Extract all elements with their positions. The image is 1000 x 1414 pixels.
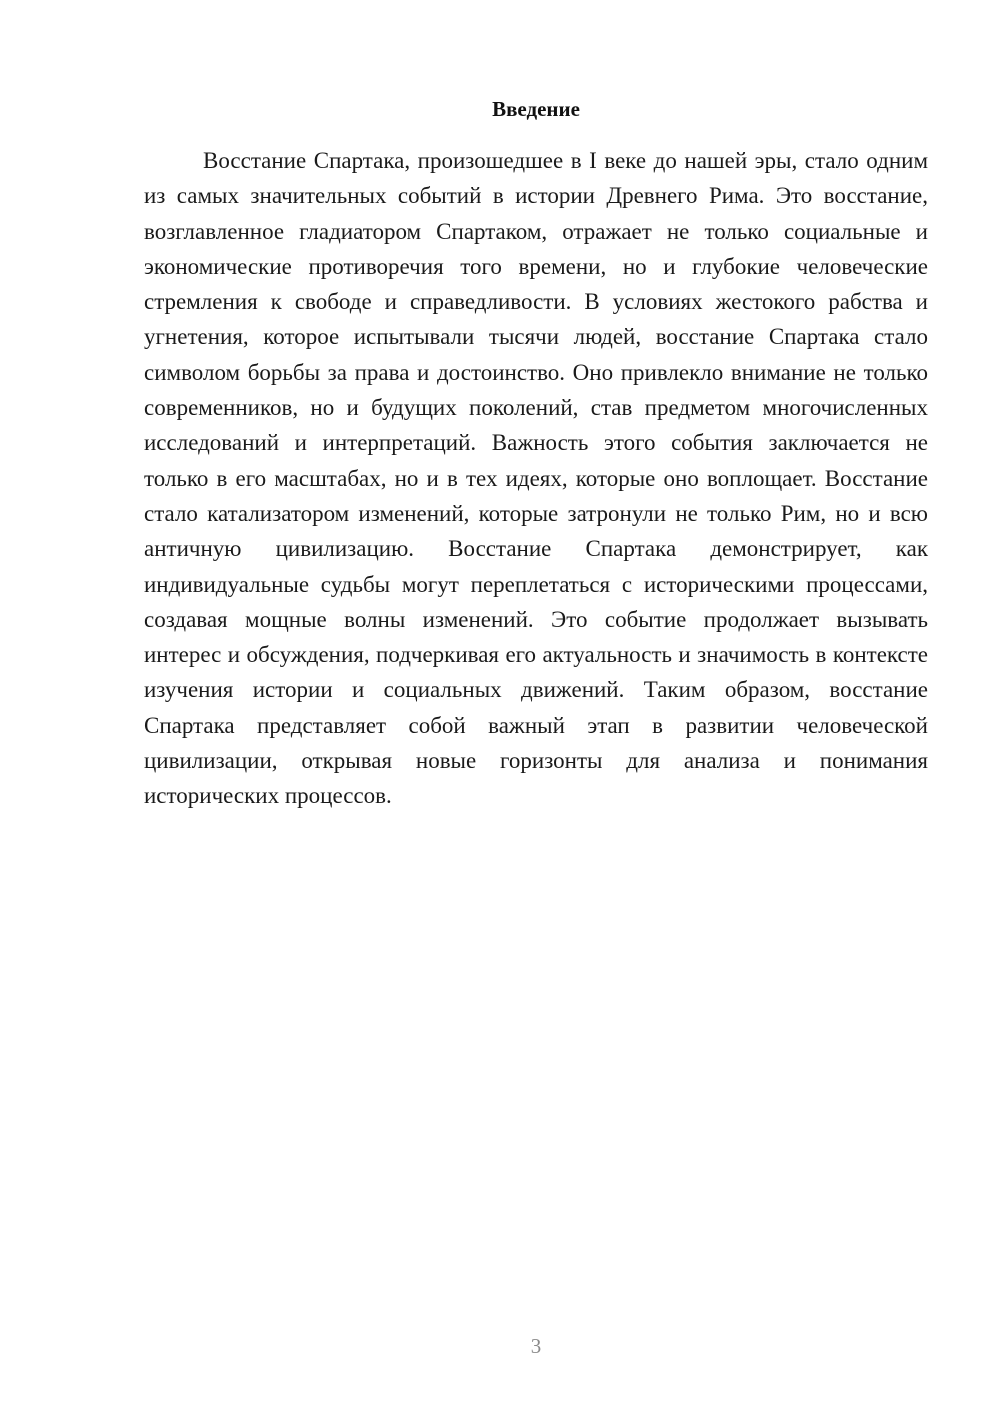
body-paragraph: Восстание Спартака, произошедшее в I веке до нашей эры, стало одним из самых значительных событий в истории Древнего Рима. Это восстание, возглавленное гладиатором Спартаком, отражает не только социальные и экономические противоречия того времени, но и глубокие человеческие стремления к свободе и справедливости. В условиях жестокого рабства и угнетения, которое испытывали тысячи людей, восстание Спартака стало символом борьбы за права и достоинство. Оно привлекло внимание не только современников, но и будущих поколений, став предметом многочисленных исследований и интерпретаций. Важность этого события заключается не только в его масштабах, но и в тех идеях, которые оно воплощает. Восстание стало катализатором изменений, которые затронули не только Рим, но и всю античную цивилизацию. Восстание Спартака демонстрирует, как индивидуальные судьбы могут переплетаться с историческими процессами, создавая мощные волны изменений. Это событие продолжает вызывать интерес и обсуждения, подчеркивая его актуальность и значимость в контексте изучения истории и социальных движений. Таким образом, восстание Спартака представляет собой важный этап в развитии человеческой цивилизации, открывая новые горизонты для анализа и понимания исторических процессов. <box>144 148 928 809</box>
page-number: 3 <box>530 1334 542 1358</box>
section-heading: Введение <box>492 97 580 121</box>
